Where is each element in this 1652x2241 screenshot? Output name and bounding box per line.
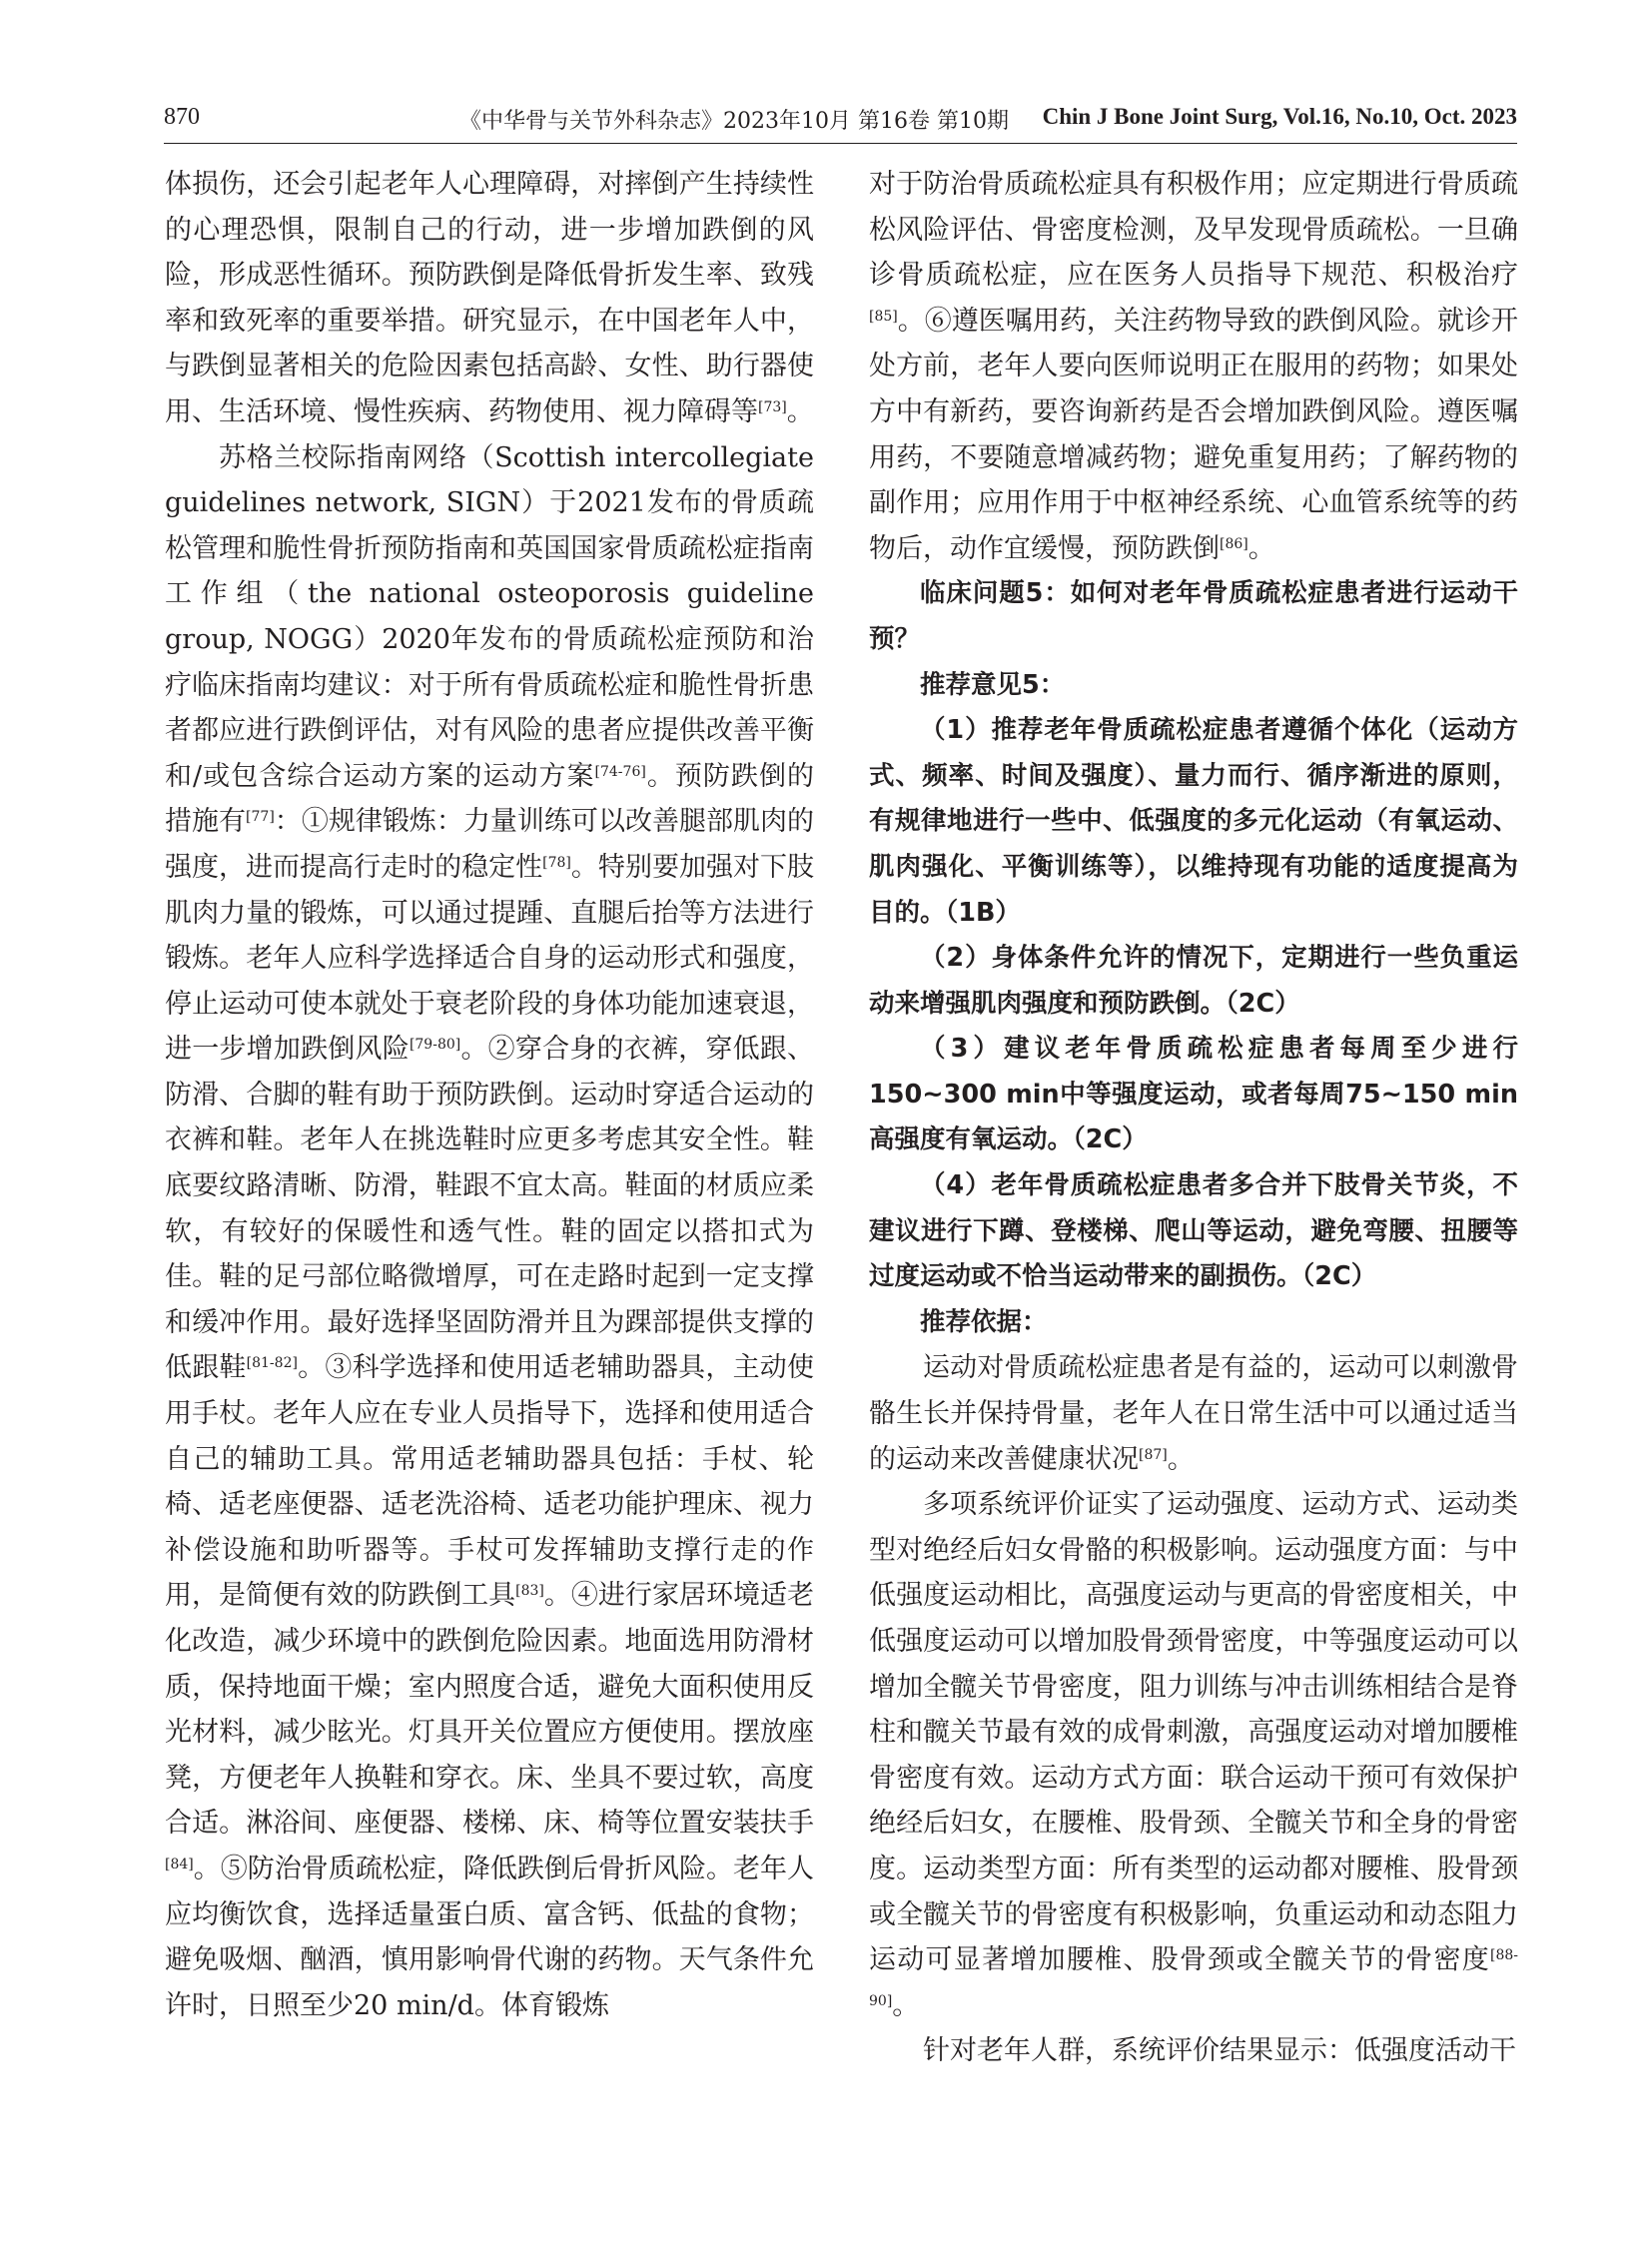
paragraph: 苏格兰校际指南网络（Scottish intercollegiate guidelines network, SIGN）于2021发布的骨质疏松管理和脆性骨折预防指南和英国国家骨质疏松症指南工作组（the national osteoporosis guideline group, NOGG）2020年发布的骨质疏松症预防和治疗临床指南均建议：对于所有骨质疏松症和脆性骨折患者都应进行跌倒评估，对有风险的患者应提供改善平衡和/或包含综合运动方案的运动方案[74-76]。预防跌倒的措施有[77]：①规律锻炼：力量训练可以改善腿部肌肉的强度，进而提高行走时的稳定性[78]。特别要加强对下肢肌肉力量的锻炼，可以通过提踵、直腿后抬等方法进行锻炼。老年人应科学选择适合自身的运动形式和强度，停止运动可使本就处于衰老阶段的身体功能加速衰退，进一步增加跌倒风险[79-80]。②穿合身的衣裤，穿低跟、防滑、合脚的鞋有助于预防跌倒。运动时穿适合运动的衣裤和鞋。老年人在挑选鞋时应更多考虑其安全性。鞋底要纹路清晰、防滑，鞋跟不宜太高。鞋面的材质应柔软，有较好的保暖性和透气性。鞋的固定以搭扣式为佳。鞋的足弓部位略微增厚，可在走路时起到一定支撑和缓冲作用。最好选择坚固防滑并且为踝部提供支撑的低跟鞋[81-82]。③科学选择和使用适老辅助器具，主动使用手杖。老年人应在专业人员指导下，选择和使用适合自己的辅助工具。常用适老辅助器具包括：手杖、轮椅、适老座便器、适老洗浴椅、适老功能护理床、视力补偿设施和助听器等。手杖可发挥辅助支撑行走的作用，是简便有效的防跌倒工具[83]。④进行家居环境适老化改造，减少环境中的跌倒危险因素。地面选用防滑材质，保持地面干燥；室内照度合适，避免大面积使用反光材料，减少眩光。灯具开关位置应方便使用。摆放座凳，方便老年人换鞋和穿衣。床、坐具不要过软，高度合适。淋浴间、座便器、楼梯、床、椅等位置安装扶手[84]。⑤防治骨质疏松症，降低跌倒后骨折风险。老年人应均衡饮食，选择适量蛋白质、富含钙、低盐的食物；避免吸烟、酗酒，慎用影响骨代谢的药物。天气条件允许时，日照至少20 min/d。体育锻炼 [165, 441, 815, 2021]
paragraph: 运动对骨质疏松症患者是有益的，运动可以刺激骨骼生长并保持骨量，老年人在日常生活中可以通过适当的运动来改善健康状况[87]。 [869, 1352, 1518, 1475]
citation: [83] [515, 1583, 544, 1600]
right-column [869, 162, 1518, 2074]
recommendation-item: （4）老年骨质疏松症患者多合并下肢骨关节炎，不建议进行下蹲、登楼梯、爬山等运动，避免弯腰、扭腰等过度运动或不恰当运动带来的副损伤。（2C） [869, 1170, 1518, 1292]
header-rule [164, 143, 1517, 144]
recommendation-item: （1）推荐老年骨质疏松症患者遵循个体化（运动方式、频率、时间及强度）、量力而行、循序渐进的原则，有规律地进行一些中、低强度的多元化运动（有氧运动、肌肉强化、平衡训练等），以维持现有功能的适度提高为目的。（1B） [869, 715, 1518, 928]
recommendation-heading: 推荐意见5： [920, 669, 1066, 700]
recommendation-item: （2）身体条件允许的情况下，定期进行一些负重运动来增强肌肉强度和预防跌倒。（2C） [869, 943, 1518, 1019]
citation: [81-82] [246, 1355, 298, 1372]
citation: [86] [1220, 535, 1248, 552]
citation: [77] [246, 809, 275, 826]
citation: [73] [758, 398, 787, 415]
citation: [88-90] [869, 1947, 1518, 2009]
journal-title-cn: 《中华骨与关节外科杂志》2023年10月 第16卷 第10期 [459, 109, 1009, 134]
clinical-question: 临床问题5：如何对老年骨质疏松症患者进行运动干预？ [869, 578, 1518, 654]
paragraph: 针对老年人群，系统评价结果显示：低强度活动干 [923, 2035, 1516, 2067]
citation: [87] [1139, 1446, 1168, 1463]
running-header [0, 104, 1652, 144]
citation: [84] [165, 1856, 194, 1872]
citation: [74-76] [594, 763, 646, 780]
citation: [85] [869, 308, 898, 325]
basis-heading: 推荐依据： [920, 1306, 1048, 1337]
left-column [165, 162, 814, 2028]
journal-title-en: Chin J Bone Joint Surg, Vol.16, No.10, Oct. 2023 [1042, 104, 1517, 129]
paragraph: 多项系统评价证实了运动强度、运动方式、运动类型对绝经后妇女骨骼的积极影响。运动强度方面：与中低强度运动相比，高强度运动与更高的骨密度相关，中低强度运动可以增加股骨颈骨密度，中等强度运动可以增加全髋关节骨密度，阻力训练与冲击训练相结合是脊柱和髋关节最有效的成骨刺激，高强度运动对增加腰椎骨密度有效。运动方式方面：联合运动干预可有效保护绝经后妇女，在腰椎、股骨颈、全髋关节和全身的骨密度。运动类型方面：所有类型的运动都对腰椎、股骨颈或全髋关节的骨密度有积极影响，负重运动和动态阻力运动可显著增加腰椎、股骨颈或全髋关节的骨密度[88-90]。 [869, 1489, 1518, 2021]
citation: [78] [542, 854, 571, 871]
recommendation-item: （3）建议老年骨质疏松症患者每周至少进行150~300 min中等强度运动，或者每周75~150 min高强度有氧运动。（2C） [869, 1034, 1518, 1155]
paragraph: 体损伤，还会引起老年人心理障碍，对摔倒产生持续性的心理恐惧，限制自己的行动，进一步增加跌倒的风险，形成恶性循环。预防跌倒是降低骨折发生率、致残率和致死率的重要举措。研究显示，在中国老年人中，与跌倒显著相关的危险因素包括高龄、女性、助行器使用、生活环境、慢性疾病、药物使用、视力障碍等[73]。 [165, 169, 814, 427]
paragraph: 对于防治骨质疏松症具有积极作用；应定期进行骨质疏松风险评估、骨密度检测，及早发现骨质疏松。一旦确诊骨质疏松症，应在医务人员指导下规范、积极治疗[85]。⑥遵医嘱用药，关注药物导致的跌倒风险。就诊开处方前，老年人要向医师说明正在服用的药物；如果处方中有新药，要咨询新药是否会增加跌倒风险。遵医嘱用药，不要随意增减药物；避免重复用药；了解药物的副作用；应用作用于中枢神经系统、心血管系统等的药物后，动作宜缓慢，预防跌倒[86]。 [869, 169, 1518, 564]
citation: [79-80] [409, 1037, 461, 1054]
page-number: 870 [164, 104, 200, 130]
